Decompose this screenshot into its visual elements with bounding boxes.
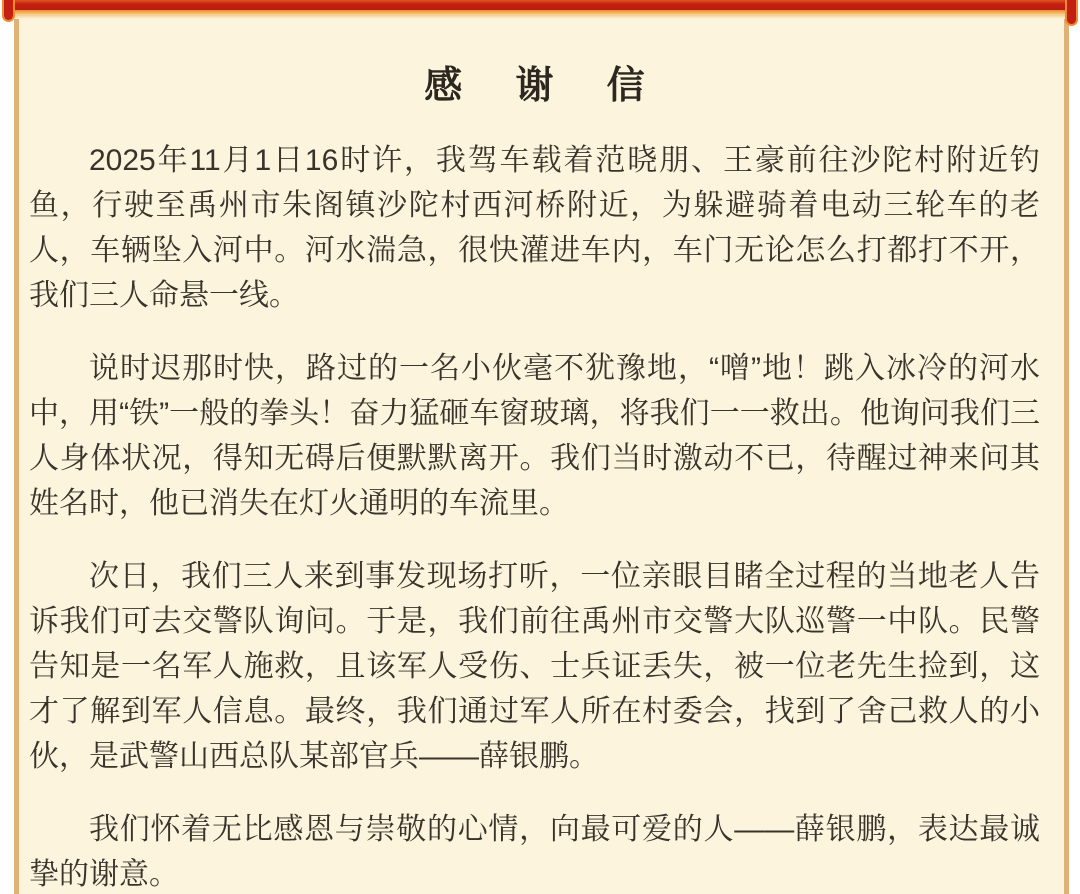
letter-body — [29, 138, 1040, 894]
ribbon-tab-right — [1065, 0, 1078, 26]
letter-panel — [14, 10, 1069, 894]
letter-paragraph: 说时迟那时快，路过的一名小伙毫不犹豫地，“噌”地！跳入冰冷的河水中，用“铁”一般的拳头！奋力猛砸车窗玻璃，将我们一一救出。他询问我们三人身体状况，得知无碍后便默默离开。我们当时激动不已，待醒过神来问其姓名时，他已消失在灯火通明的车流里。 — [29, 352, 1040, 520]
letter-paragraph: 次日，我们三人来到事发现场打听，一位亲眼目睹全过程的当地老人告诉我们可去交警队询问。于是，我们前往禹州市交警大队巡警一中队。民警告知是一名军人施救，且该军人受伤、士兵证丢失，被一位老先生捡到，这才了解到军人信息。最终，我们通过军人所在村委会，找到了舍己救人的小伙，是武警山西总队某部官兵——薛银鹏。 — [29, 560, 1040, 773]
letter-paragraph: 我们怀着无比感恩与崇敬的心情，向最可爱的人——薛银鹏，表达最诚挚的谢意。 — [29, 813, 1040, 891]
ribbon-tab-left — [2, 0, 15, 22]
letter-title: 感谢信 — [424, 65, 698, 107]
top-banner-ribbon — [4, 0, 1076, 10]
letter-paragraph: 2025年11月1日16时许，我驾车载着范晓朋、王豪前往沙陀村附近钓鱼，行驶至禹州市朱阁镇沙陀村西河桥附近，为躲避骑着电动三轮车的老人，车辆坠入河中。河水湍急，很快灌进车内，车门无论怎么打都打不开，我们三人命悬一线。 — [29, 144, 1040, 312]
banner-glow-edge — [4, 10, 1076, 19]
